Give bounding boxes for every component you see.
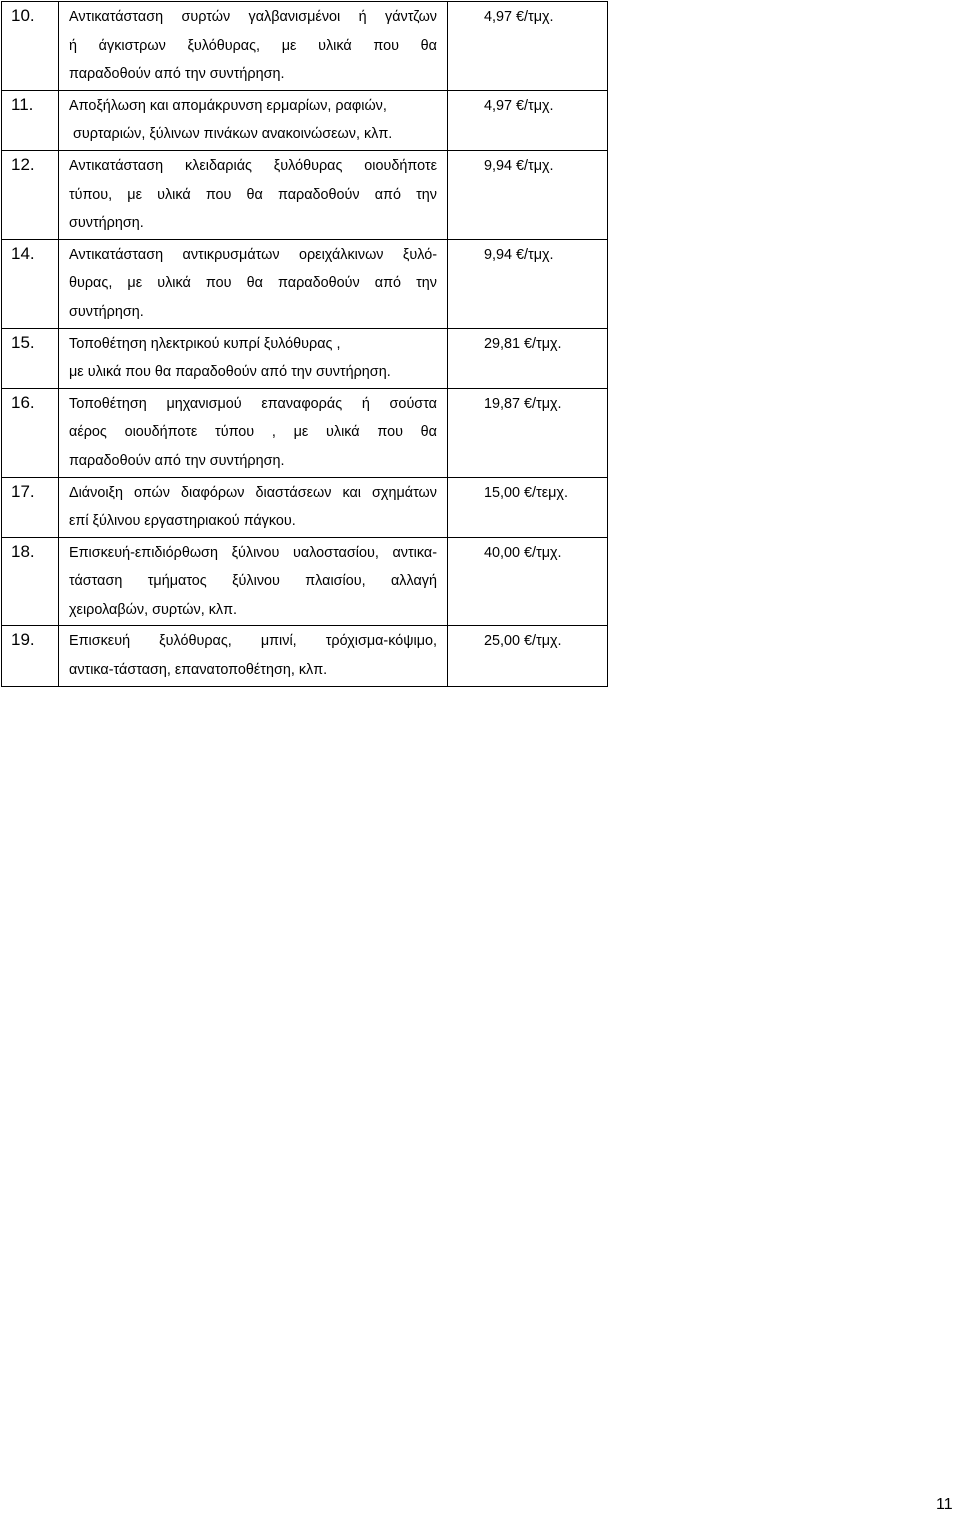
- price-list-body: [2, 2, 608, 687]
- item-price: 25,00 €/τμχ.: [448, 626, 608, 686]
- description-line: Αντικατάσταση κλειδαριάς ξυλόθυρας οιουδήποτε: [69, 157, 437, 174]
- description-line: Αποξήλωση και απομάκρυνση ερμαρίων, ραφιών,: [69, 97, 387, 114]
- description-line: επί ξύλινου εργαστηριακού πάγκου.: [69, 513, 296, 530]
- item-number: 14.: [2, 239, 59, 328]
- table-row: [2, 388, 608, 477]
- table-row: [2, 477, 608, 537]
- description-line: Επισκευή-επιδιόρθωση ξύλινου υαλοστασίου, αντικα-: [69, 544, 437, 561]
- description-line: θυρας, με υλικά που θα παραδοθούν από την: [69, 275, 437, 292]
- description-line: συντήρηση.: [69, 303, 144, 320]
- item-number: 12.: [2, 150, 59, 239]
- item-description: [59, 388, 448, 477]
- description-line: χειρολαβών, συρτών, κλπ.: [69, 601, 238, 618]
- item-description: [59, 537, 448, 626]
- item-number: 18.: [2, 537, 59, 626]
- price-list-table: [1, 1, 608, 687]
- item-description: [59, 90, 448, 150]
- item-price: 9,94 €/τμχ.: [448, 150, 608, 239]
- description-line: με υλικά που θα παραδοθούν από την συντήρηση.: [69, 364, 391, 381]
- item-number: 17.: [2, 477, 59, 537]
- table-row: [2, 328, 608, 388]
- table-row: [2, 626, 608, 686]
- item-price: 40,00 €/τμχ.: [448, 537, 608, 626]
- description-line: Τοποθέτηση ηλεκτρικού κυπρί ξυλόθυρας ,: [69, 335, 341, 352]
- description-line: τάσταση τμήματος ξύλινου πλαισίου, αλλαγή: [69, 573, 437, 590]
- table-row: [2, 537, 608, 626]
- item-price: 4,97 €/τμχ.: [448, 2, 608, 91]
- item-price: 4,97 €/τμχ.: [448, 90, 608, 150]
- description-line: παραδοθούν από την συντήρηση.: [69, 452, 285, 469]
- item-number: 11.: [2, 90, 59, 150]
- description-line: Αντικατάσταση συρτών γαλβανισμένοι ή γάντζων: [69, 9, 437, 25]
- item-description: [59, 239, 448, 328]
- description-line: παραδοθούν από την συντήρηση.: [69, 66, 285, 83]
- description-line: Τοποθέτηση μηχανισμού επαναφοράς ή σούστα: [69, 395, 437, 412]
- description-line: τύπου, με υλικά που θα παραδοθούν από την: [69, 186, 437, 203]
- description-line: συρταριών, ξύλινων πινάκων ανακοινώσεων, κλπ.: [69, 126, 393, 143]
- table-row: [2, 150, 608, 239]
- page-number: 11: [936, 1496, 953, 1513]
- description-line: Επισκευή ξυλόθυρας, μπινί, τρόχισμα-κόψιμο,: [69, 633, 437, 650]
- description-line: ή άγκιστρων ξυλόθυρας, με υλικά που θα: [69, 37, 437, 54]
- item-number: 10.: [2, 2, 59, 91]
- item-price: 29,81 €/τμχ.: [448, 328, 608, 388]
- item-description: [59, 477, 448, 537]
- description-line: αέρος οιουδήποτε τύπου , με υλικά που θα: [69, 424, 437, 441]
- description-line: Αντικατάσταση αντικρυσμάτων ορειχάλκινων ξυλό-: [69, 246, 437, 263]
- table-row: [2, 2, 608, 91]
- item-price: 15,00 €/τεμχ.: [448, 477, 608, 537]
- item-price: 19,87 €/τμχ.: [448, 388, 608, 477]
- item-number: 15.: [2, 328, 59, 388]
- description-line: συντήρηση.: [69, 215, 144, 232]
- description-line: Διάνοιξη οπών διαφόρων διαστάσεων και σχημάτων: [69, 484, 437, 501]
- item-description: [59, 328, 448, 388]
- description-line: αντικα-τάσταση, επανατοποθέτηση, κλπ.: [69, 662, 328, 679]
- item-number: 16.: [2, 388, 59, 477]
- table-row: [2, 239, 608, 328]
- item-description: [59, 150, 448, 239]
- item-description: [59, 2, 448, 91]
- item-description: [59, 626, 448, 686]
- table-row: [2, 90, 608, 150]
- item-price: 9,94 €/τμχ.: [448, 239, 608, 328]
- item-number: 19.: [2, 626, 59, 686]
